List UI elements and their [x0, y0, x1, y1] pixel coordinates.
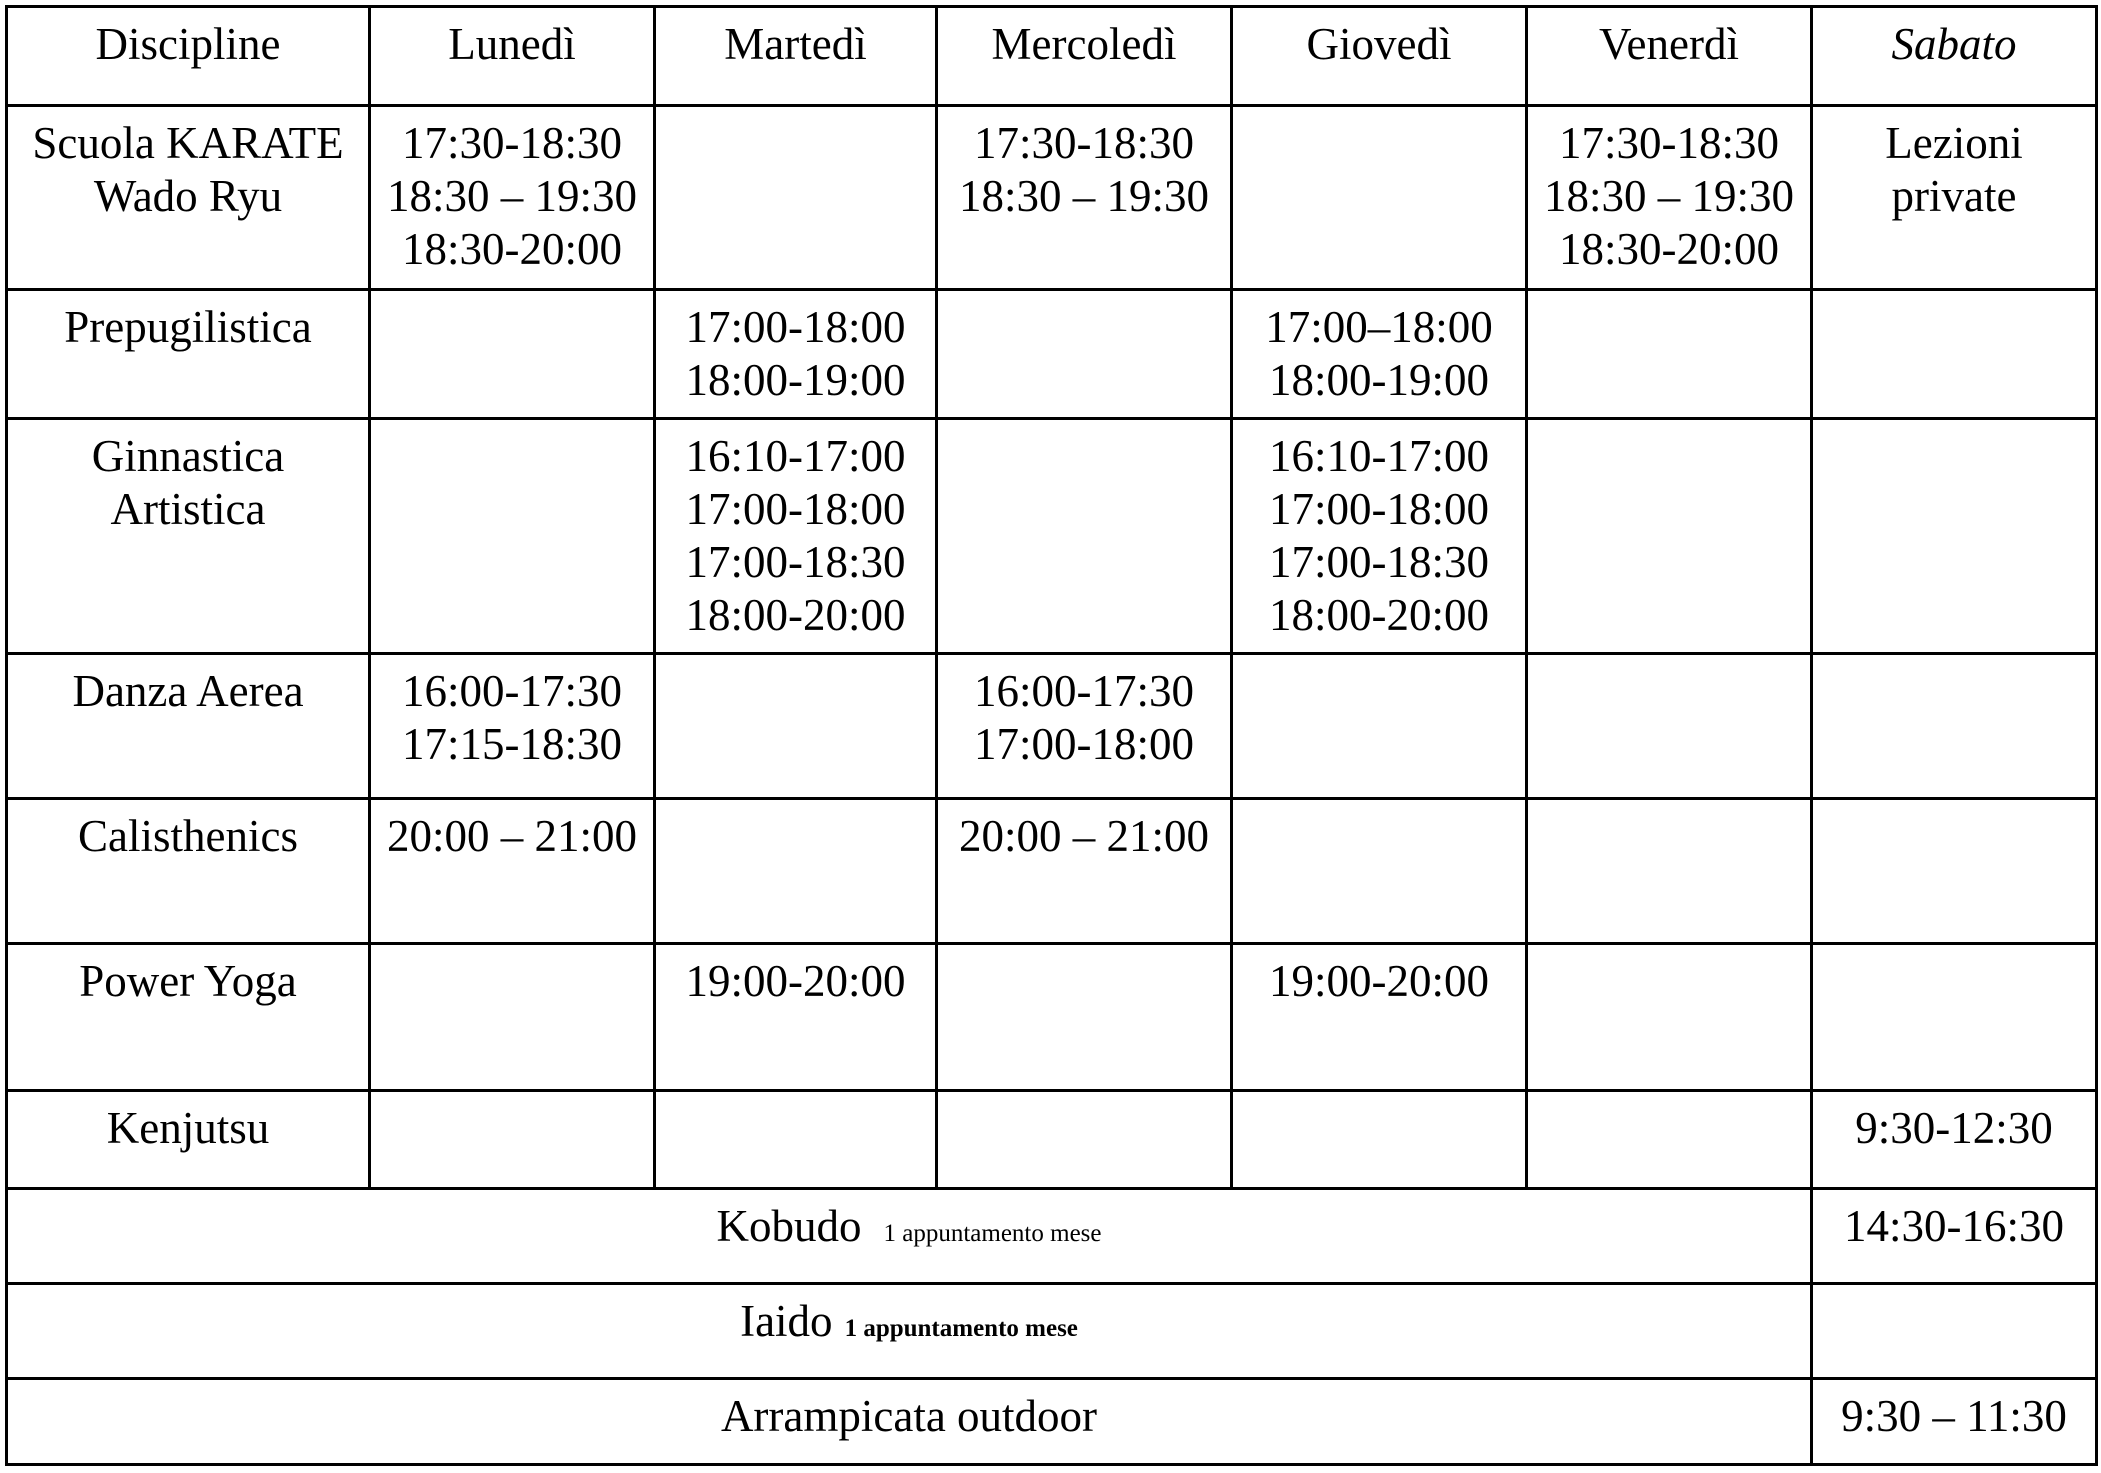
discipline-name-line: Wado Ryu: [93, 171, 283, 221]
time-cell-monday: [370, 290, 655, 419]
time-cell-wednesday: [937, 290, 1232, 419]
time-cell-monday: [370, 944, 655, 1091]
discipline-name-line: Artistica: [110, 484, 266, 534]
time-cell-friday: [1527, 944, 1812, 1091]
header-day-wednesday: Mercoledì: [937, 7, 1232, 106]
time-slot: 17:00-18:00: [1269, 484, 1489, 534]
table-row: [7, 944, 2097, 1091]
discipline-name-line: Danza Aerea: [72, 666, 304, 716]
time-cell-tuesday: [655, 419, 937, 654]
time-cell-saturday: [1812, 106, 2097, 290]
table-row: [7, 799, 2097, 944]
time-slot: 18:00-19:00: [1269, 355, 1489, 405]
time-slot: 18:00-20:00: [1269, 590, 1489, 640]
discipline-cell: [7, 290, 370, 419]
monthly-row: [7, 1189, 2097, 1284]
discipline-name-line: Ginnastica: [91, 431, 285, 481]
discipline-cell: [7, 944, 370, 1091]
time-cell-wednesday: [937, 799, 1232, 944]
monthly-discipline-name: Iaido: [740, 1296, 833, 1346]
time-cell-friday: [1527, 106, 1812, 290]
discipline-name-line: Scuola KARATE: [32, 118, 344, 168]
time-cell-monday: [370, 799, 655, 944]
time-slot: private: [1891, 171, 2017, 221]
time-cell-thursday: [1232, 290, 1527, 419]
discipline-name-line: Calisthenics: [78, 811, 298, 861]
time-cell-saturday: [1812, 1284, 2097, 1379]
time-cell-thursday: [1232, 106, 1527, 290]
time-slot: 9:30-12:30: [1855, 1103, 2053, 1153]
time-cell-friday: [1527, 799, 1812, 944]
time-slot: 16:10-17:00: [685, 431, 906, 481]
time-cell-saturday: [1812, 1379, 2097, 1465]
monthly-row: [7, 1379, 2097, 1465]
discipline-cell: [7, 654, 370, 799]
time-slot: 17:00-18:30: [685, 537, 906, 587]
time-slot: Lezioni: [1885, 118, 2023, 168]
monthly-discipline-cell: [7, 1284, 1812, 1379]
monthly-discipline-name: Kobudo: [716, 1201, 862, 1251]
time-cell-wednesday: [937, 654, 1232, 799]
discipline-name-line: Kenjutsu: [106, 1103, 270, 1153]
time-slot: 17:00–18:00: [1265, 302, 1493, 352]
time-cell-friday: [1527, 290, 1812, 419]
table-row: [7, 654, 2097, 799]
header-row: [7, 7, 2097, 106]
time-slot: 17:00-18:00: [974, 719, 1194, 769]
time-cell-friday: [1527, 654, 1812, 799]
time-slot: 9:30 – 11:30: [1841, 1391, 2067, 1441]
header-day-thursday: Giovedì: [1232, 7, 1527, 106]
time-slot: 17:00-18:00: [685, 484, 906, 534]
time-slot: 16:00-17:30: [402, 666, 622, 716]
time-cell-saturday: [1812, 1189, 2097, 1284]
time-slot: 20:00 – 21:00: [386, 811, 637, 861]
time-cell-monday: [370, 106, 655, 290]
time-slot: 18:00-20:00: [685, 590, 906, 640]
discipline-cell: [7, 1091, 370, 1189]
header-day-friday: Venerdì: [1527, 7, 1812, 106]
time-cell-tuesday: [655, 654, 937, 799]
discipline-cell: [7, 419, 370, 654]
time-cell-monday: [370, 1091, 655, 1189]
monthly-note: 1 appuntamento mese: [844, 1315, 1078, 1342]
monthly-row: [7, 1284, 2097, 1379]
time-slot: 17:00-18:30: [1269, 537, 1489, 587]
time-cell-monday: [370, 419, 655, 654]
time-cell-saturday: [1812, 1091, 2097, 1189]
time-slot: 17:15-18:30: [402, 719, 622, 769]
time-slot: 18:00-19:00: [685, 355, 906, 405]
time-cell-friday: [1527, 1091, 1812, 1189]
time-cell-wednesday: [937, 419, 1232, 654]
time-cell-tuesday: [655, 290, 937, 419]
time-slot: 17:30-18:30: [1559, 118, 1779, 168]
discipline-cell: [7, 799, 370, 944]
monthly-note: 1 appuntamento mese: [883, 1220, 1102, 1247]
time-slot: 16:10-17:00: [1269, 431, 1489, 481]
time-cell-thursday: [1232, 944, 1527, 1091]
time-cell-saturday: [1812, 944, 2097, 1091]
time-cell-thursday: [1232, 419, 1527, 654]
monthly-discipline-cell: [7, 1189, 1812, 1284]
time-cell-wednesday: [937, 1091, 1232, 1189]
time-slot: 16:00-17:30: [974, 666, 1194, 716]
time-slot: 17:30-18:30: [402, 118, 622, 168]
time-cell-tuesday: [655, 944, 937, 1091]
schedule-sheet: [5, 5, 2098, 1466]
header-day-saturday: Sabato: [1812, 7, 2097, 106]
time-cell-saturday: [1812, 290, 2097, 419]
time-cell-tuesday: [655, 106, 937, 290]
time-slot: 18:30 – 19:30: [958, 171, 1209, 221]
header-day-tuesday: Martedì: [655, 7, 937, 106]
time-slot: 18:30-20:00: [402, 224, 622, 274]
time-cell-tuesday: [655, 1091, 937, 1189]
time-cell-thursday: [1232, 654, 1527, 799]
time-cell-tuesday: [655, 799, 937, 944]
time-slot: 14:30-16:30: [1844, 1201, 2064, 1251]
header-day-monday: Lunedì: [370, 7, 655, 106]
time-cell-saturday: [1812, 799, 2097, 944]
schedule-table: [5, 5, 2098, 1466]
time-slot: 18:30-20:00: [1559, 224, 1779, 274]
time-cell-wednesday: [937, 944, 1232, 1091]
time-slot: 19:00-20:00: [1269, 956, 1489, 1006]
header-discipline: Discipline: [7, 7, 370, 106]
time-slot: 19:00-20:00: [685, 956, 906, 1006]
time-slot: 17:30-18:30: [974, 118, 1194, 168]
time-cell-thursday: [1232, 799, 1527, 944]
time-slot: 20:00 – 21:00: [958, 811, 1209, 861]
time-slot: 18:30 – 19:30: [386, 171, 637, 221]
time-cell-monday: [370, 654, 655, 799]
monthly-discipline-name: Arrampicata outdoor: [720, 1391, 1098, 1441]
monthly-discipline-cell: [7, 1379, 1812, 1465]
time-slot: 18:30 – 19:30: [1543, 171, 1794, 221]
time-cell-thursday: [1232, 1091, 1527, 1189]
time-cell-saturday: [1812, 654, 2097, 799]
table-row: [7, 106, 2097, 290]
discipline-name-line: Prepugilistica: [64, 302, 312, 352]
time-cell-friday: [1527, 419, 1812, 654]
time-cell-wednesday: [937, 106, 1232, 290]
time-cell-saturday: [1812, 419, 2097, 654]
time-slot: 17:00-18:00: [685, 302, 906, 352]
discipline-name-line: Power Yoga: [79, 956, 297, 1006]
table-row: [7, 1091, 2097, 1189]
table-row: [7, 290, 2097, 419]
table-row: [7, 419, 2097, 654]
discipline-cell: [7, 106, 370, 290]
